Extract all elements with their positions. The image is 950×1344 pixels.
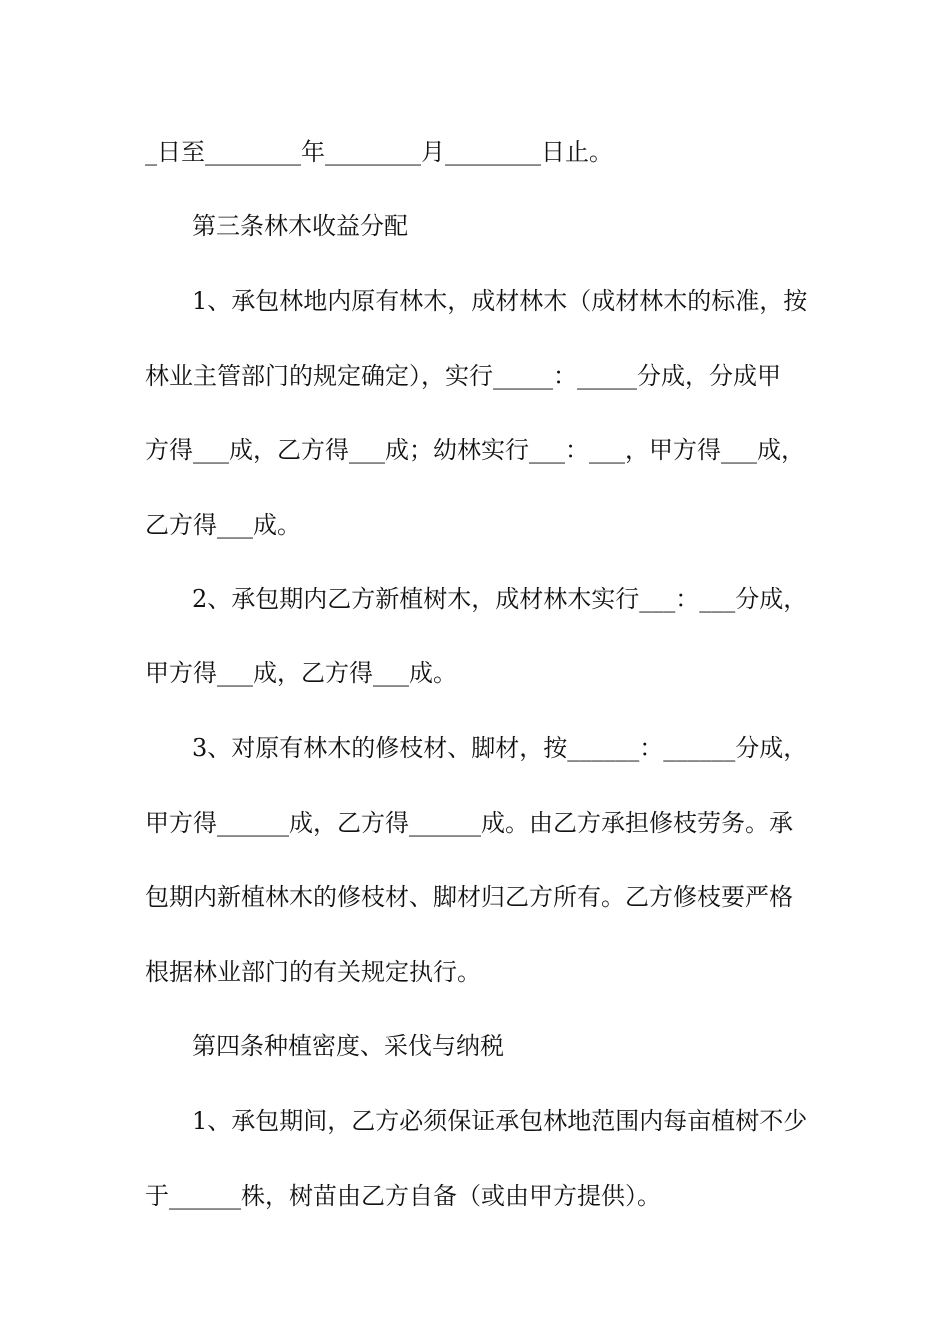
article-4-heading: 第四条种植密度、采伐与纳税: [192, 1032, 504, 1060]
clause-3-2: 2、承包期内乙方新植树木，成材林木实行___：___分成，: [192, 585, 808, 613]
text-line: 方得___成，乙方得___成；幼林实行___：___，甲方得___成，: [145, 436, 805, 464]
text-line: 甲方得___成，乙方得___成。: [145, 659, 457, 687]
text-line: 根据林业部门的有关规定执行。: [145, 958, 481, 986]
text-line: 包期内新植林木的修枝材、脚材归乙方所有。乙方修枝要严格: [145, 883, 793, 911]
clause-3-3: 3、对原有林木的修枝材、脚材，按______：______分成，: [192, 734, 808, 762]
text-line: 甲方得______成，乙方得______成。由乙方承担修枝劳务。承: [145, 809, 793, 837]
text-line: 乙方得___成。: [145, 511, 301, 539]
text-line: 林业主管部门的规定确定），实行_____：_____分成，分成甲: [145, 362, 781, 390]
text-line: 于______株，树苗由乙方自备（或由甲方提供）。: [145, 1182, 661, 1210]
clause-3-1: 1、承包林地内原有林木，成材林木（成材林木的标准，按: [192, 287, 808, 315]
clause-4-1: 1、承包期间，乙方必须保证承包林地范围内每亩植树不少: [192, 1107, 808, 1135]
text-line: _日至________年________月________日止。: [145, 138, 613, 166]
article-3-heading: 第三条林木收益分配: [192, 212, 408, 240]
